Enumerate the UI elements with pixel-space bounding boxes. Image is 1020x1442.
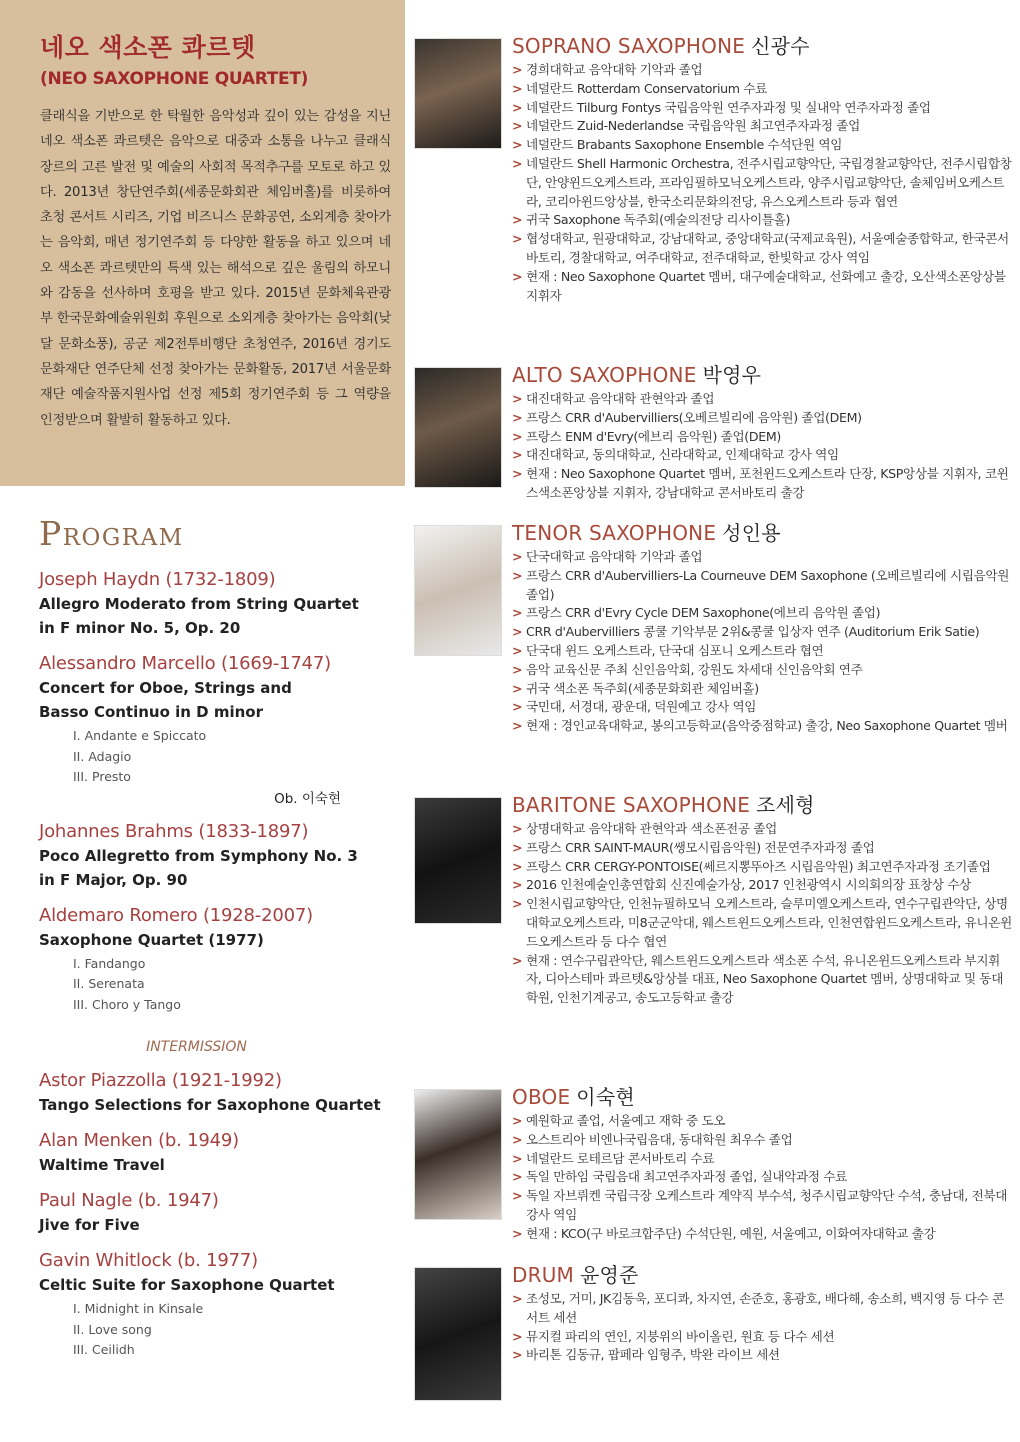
career-item: > 현재 : Neo Saxophone Quartet 멤버, 포천윈드오케스트라 단장, KSP앙상블 지휘자, 코윈스색소폰앙상블 지휘자, 강남대학교 콘서바토리 출강 <box>512 465 1012 503</box>
artist-bio <box>512 1083 1012 1244</box>
career-item: > 단국대학교 음악대학 기악과 졸업 <box>512 548 1012 567</box>
artist-photo <box>414 1267 502 1401</box>
career-item: > 대진대학교 음악대학 관현악과 졸업 <box>512 390 1012 409</box>
artist-bio <box>512 519 1012 736</box>
career-item: > 경희대학교 음악대학 기악과 졸업 <box>512 61 1012 80</box>
career-item: > 귀국 색소폰 독주회(세종문화회관 체임버홀) <box>512 680 1012 699</box>
work-title: Saxophone Quartet (1977) <box>39 930 264 949</box>
career-item: > 대진대학교, 동의대학교, 신라대학교, 인제대학교 강사 역임 <box>512 446 1012 465</box>
artist-bio <box>512 361 1012 503</box>
artist-bio <box>512 32 1012 305</box>
program-piece <box>39 1069 399 1117</box>
composer-name: Alessandro Marcello (1669-1747) <box>39 653 331 674</box>
movement: II. Adagio <box>73 748 132 764</box>
movement: I. Fandango <box>73 955 146 971</box>
career-item: > 인천시립교향악단, 인천뉴필하모닉 오케스트라, 슬루미엘오케스트라, 연수구립관악단, 상명대학교오케스트라, 미8군군악대, 웨스트윈드오케스트라, 인천연합윈드오케스트라, 유니온윈드오케스트라 등 다수 협연 <box>512 895 1012 951</box>
instrument-label: BARITONE SAXOPHONE <box>512 793 751 817</box>
movement-list <box>73 954 399 1016</box>
career-item: > 조성모, 거미, JK김동욱, 포디콰, 차지연, 손준호, 홍광호, 배다해, 송소희, 백지영 등 다수 콘서트 세션 <box>512 1290 1012 1328</box>
career-item: > 프랑스 CRR SAINT-MAUR(쌩모시립음악원) 전문연주자과정 졸업 <box>512 839 1012 858</box>
work-title: in F minor No. 5, Op. 20 <box>39 619 241 637</box>
career-item: > 현재 : Neo Saxophone Quartet 멤버, 대구예술대학교, 선화예고 출강, 오산색소폰앙상블 지휘자 <box>512 268 1012 306</box>
work-title: Basso Continuo in D minor <box>39 703 263 721</box>
career-item: > 프랑스 ENM d'Evry(에브리 음악원) 졸업(DEM) <box>512 428 1012 447</box>
movement: I. Midnight in Kinsale <box>73 1301 204 1316</box>
work-title: Concert for Oboe, Strings and <box>39 679 292 697</box>
work-title: Jive for Five <box>39 1216 140 1234</box>
ensemble-description: 클래식을 기반으로 한 탁월한 음악성과 깊이 있는 감성을 지닌 네오 색소폰 콰르텟은 음악으로 대중과 소통을 나누고 클래식 장르의 고른 발전 및 예술의 사회적 목적추구를 모토로 하고 있다. 2013년 창단연주회(세종문화회관 체임버홀)를 비롯하여 초청 콘서트 시리즈, 기업 비즈니스 문화공연, 소외계층 찾아가는 음악회, 매년 정기연주회 등 다양한 활동을 하고 있으며 네오 색소폰 콰르텟만의 특색 있는 해석으로 깊은 울림의 하모니와 감동을 선사하며 호평을 받고 있다. 2015년 문화체육관광부 한국문화예술위원회 후원으로 소외계층 찾아가는 음악회(낮달 문화소풍), 공군 제2전투비행단 초청연주, 2016년 경기도문화재단 연주단체 선정 찾아가는 문화활동, 2017년 서울문화재단 예술작품지원사업 선정 제5회 정기연주회 등 그 역량을 인정받으며 활발히 활동하고 있다. <box>40 109 391 428</box>
career-item: > 네덜란드 Shell Harmonic Orchestra, 전주시립교향악단, 국립경찰교향악단, 전주시립합창단, 안양윈드오케스트라, 프라임필하모닉오케스트라, 양주시립교향악단, 솔체임버오케스트라, 코리아윈드앙상블, 한국소리문화의전당, 유스오케스트라 등과 협연 <box>512 155 1012 211</box>
work-title: Waltime Travel <box>39 1156 165 1174</box>
artist-name: 조세형 <box>756 793 815 817</box>
artist-photo <box>414 38 502 149</box>
artist-heading <box>512 32 1012 60</box>
composer-name: Astor Piazzolla (1921-1992) <box>39 1070 282 1091</box>
composer-name: Aldemaro Romero (1928-2007) <box>39 904 313 926</box>
artist-heading <box>512 1261 1012 1289</box>
career-item: > 뮤지컬 파리의 연인, 지붕위의 바이올린, 원효 등 다수 세션 <box>512 1328 1012 1347</box>
movement: III. Choro y Tango <box>73 996 181 1012</box>
instrument-label: ALTO SAXOPHONE <box>512 363 697 387</box>
artist-career-list <box>512 390 1012 503</box>
artist-photo <box>414 367 502 488</box>
artist-career-list <box>512 1290 1012 1365</box>
work-title: Allegro Moderato from String Quartet <box>39 595 359 613</box>
intermission-label: INTERMISSION <box>146 1039 247 1055</box>
career-item: > 프랑스 CRR d'Aubervilliers(오베르빌리에 음악원) 졸업(DEM) <box>512 409 1012 428</box>
career-item: > 프랑스 CRR CERGY-PONTOISE(쎄르지뽕뚜아즈 시립음악원) 최고연주자과정 조기졸업 <box>512 858 1012 877</box>
movement-list <box>73 1299 399 1361</box>
career-item: > CRR d'Aubervilliers 콩쿨 기악부문 2위&콩쿨 입상자 연주 (Auditorium Erik Satie) <box>512 623 1012 642</box>
career-item: > 프랑스 CRR d'Aubervilliers-La Courneuve DEM Saxophone (오베르빌리에 시립음악원 졸업) <box>512 567 1012 605</box>
artist-name: 박영우 <box>702 363 762 387</box>
artist-name: 성인용 <box>722 521 781 545</box>
career-item: > 독일 자브뤼켄 국립극장 오케스트라 계약직 부수석, 청주시립교향악단 수석, 충남대, 전북대 강사 역임 <box>512 1187 1012 1225</box>
soloist-credit: Ob. 이숙현 <box>274 790 341 807</box>
career-item: > 프랑스 CRR d'Evry Cycle DEM Saxophone(에브리 음악원 졸업) <box>512 604 1012 623</box>
artist-photo <box>414 525 502 656</box>
work-title: Poco Allegretto from Symphony No. 3 <box>39 846 358 865</box>
composer-name: Joseph Haydn (1732-1809) <box>39 569 276 590</box>
program-piece <box>39 1249 399 1361</box>
instrument-label: SOPRANO SAXOPHONE <box>512 34 746 58</box>
movement: I. Andante e Spiccato <box>73 728 207 743</box>
career-item: > 네덜란드 Rotterdam Conservatorium 수료 <box>512 80 1012 99</box>
artist-career-list <box>512 61 1012 305</box>
career-item: > 상명대학교 음악대학 관현악과 색소폰전공 졸업 <box>512 820 1012 839</box>
artist-photo <box>414 1089 502 1220</box>
movement: III. Presto <box>73 769 131 784</box>
artist-name: 신광수 <box>751 34 810 58</box>
movement: II. Serenata <box>73 976 145 991</box>
ensemble-title-english: (NEO SAXOPHONE QUARTET) <box>40 69 309 89</box>
instrument-label: OBOE <box>512 1085 571 1109</box>
program-first-half <box>39 568 399 1015</box>
career-item: > 귀국 Saxophone 독주회(예술의전당 리사이틀홀) <box>512 211 1012 230</box>
movement: III. Ceilidh <box>73 1342 135 1357</box>
career-item: > 현재 : 연수구립관악단, 웨스트윈드오케스트라 색소폰 수석, 유니온윈드오케스트라 부지휘자, 디아스테마 콰르텟&앙상블 대표, Neo Saxophone Quartet 멤버, 상명대학교 및 동대학원, 인천기계공고, 송도고등학교 출강 <box>512 952 1012 1008</box>
career-item: > 음악 교육신문 주최 신인음악회, 강원도 차세대 신인음악회 연주 <box>512 661 1012 680</box>
instrument-label: DRUM <box>512 1263 574 1287</box>
program-piece <box>39 652 399 808</box>
career-item: > 독일 만하임 국립음대 최고연주자과정 졸업, 실내악과정 수료 <box>512 1168 1012 1187</box>
work-title: Tango Selections for Saxophone Quartet <box>39 1096 381 1114</box>
program-piece <box>39 568 399 640</box>
work-title: Celtic Suite for Saxophone Quartet <box>39 1276 335 1294</box>
ensemble-title-korean: 네오 색소폰 콰르텟 <box>40 33 256 62</box>
career-item: > 네덜란드 Zuid-Nederlandse 국립음악원 최고연주자과정 졸업 <box>512 117 1012 136</box>
career-item: > 바리톤 김동규, 팝페라 임형주, 박완 라이브 세션 <box>512 1346 1012 1365</box>
program-piece <box>39 1189 399 1237</box>
artist-bio <box>512 1261 1012 1365</box>
program-piece <box>39 1129 399 1177</box>
career-item: > 네덜란드 로테르담 콘서바토리 수료 <box>512 1150 1012 1169</box>
composer-name: Paul Nagle (b. 1947) <box>39 1190 219 1211</box>
artist-name: 윤영준 <box>580 1263 639 1287</box>
career-item: > 협성대학교, 원광대학교, 강남대학교, 중앙대학교(국제교육원), 서울예술종합학교, 한국콘서바토리, 경찰대학교, 여주대학교, 전주대학교, 한빛학교 강사 역임 <box>512 230 1012 268</box>
artist-career-list <box>512 1112 1012 1244</box>
career-item: > 예원학교 졸업, 서울예고 재학 중 도오 <box>512 1112 1012 1131</box>
instrument-label: TENOR SAXOPHONE <box>512 521 717 545</box>
composer-name: Alan Menken (b. 1949) <box>39 1130 239 1151</box>
program-section <box>39 512 399 1361</box>
program-title: Program <box>39 514 184 553</box>
artist-heading <box>512 1083 1012 1111</box>
artist-bio <box>512 791 1012 1008</box>
career-item: > 네덜란드 Tilburg Fontys 국립음악원 연주자과정 및 실내악 연주자과정 졸업 <box>512 99 1012 118</box>
career-item: > 단국대 윈드 오케스트라, 단국대 심포니 오케스트라 협연 <box>512 642 1012 661</box>
career-item: > 현재 : KCO(구 바로크합주단) 수석단원, 예원, 서울예고, 이화여자대학교 출강 <box>512 1225 1012 1244</box>
intro-box <box>0 0 405 486</box>
career-item: > 현재 : 경인교육대학교, 봉의고등학교(음악중점학교) 출강, Neo Saxophone Quartet 멤버 <box>512 717 1012 736</box>
program-piece <box>39 820 399 892</box>
artist-heading <box>512 361 1012 389</box>
movement: II. Love song <box>73 1321 152 1337</box>
artist-career-list <box>512 548 1012 736</box>
artist-name: 이숙현 <box>576 1085 635 1109</box>
artist-heading <box>512 519 1012 547</box>
artist-photo <box>414 797 502 924</box>
artist-heading <box>512 791 1012 819</box>
career-item: > 국민대, 서경대, 광운대, 덕원예고 강사 역임 <box>512 698 1012 717</box>
career-item: > 2016 인천예술인총연합회 신진예술가상, 2017 인천광역시 시의회의장 표창상 수상 <box>512 876 1012 895</box>
artist-career-list <box>512 820 1012 1008</box>
program-second-half <box>39 1069 399 1361</box>
program-piece <box>39 904 399 1016</box>
career-item: > 오스트리아 비엔나국립음대, 동대학원 최우수 졸업 <box>512 1131 1012 1150</box>
composer-name: Johannes Brahms (1833-1897) <box>39 820 309 842</box>
composer-name: Gavin Whitlock (b. 1977) <box>39 1250 259 1271</box>
movement-list <box>73 726 399 788</box>
work-title: in F Major, Op. 90 <box>39 870 188 889</box>
career-item: > 네덜란드 Brabants Saxophone Ensemble 수석단원 역임 <box>512 136 1012 155</box>
